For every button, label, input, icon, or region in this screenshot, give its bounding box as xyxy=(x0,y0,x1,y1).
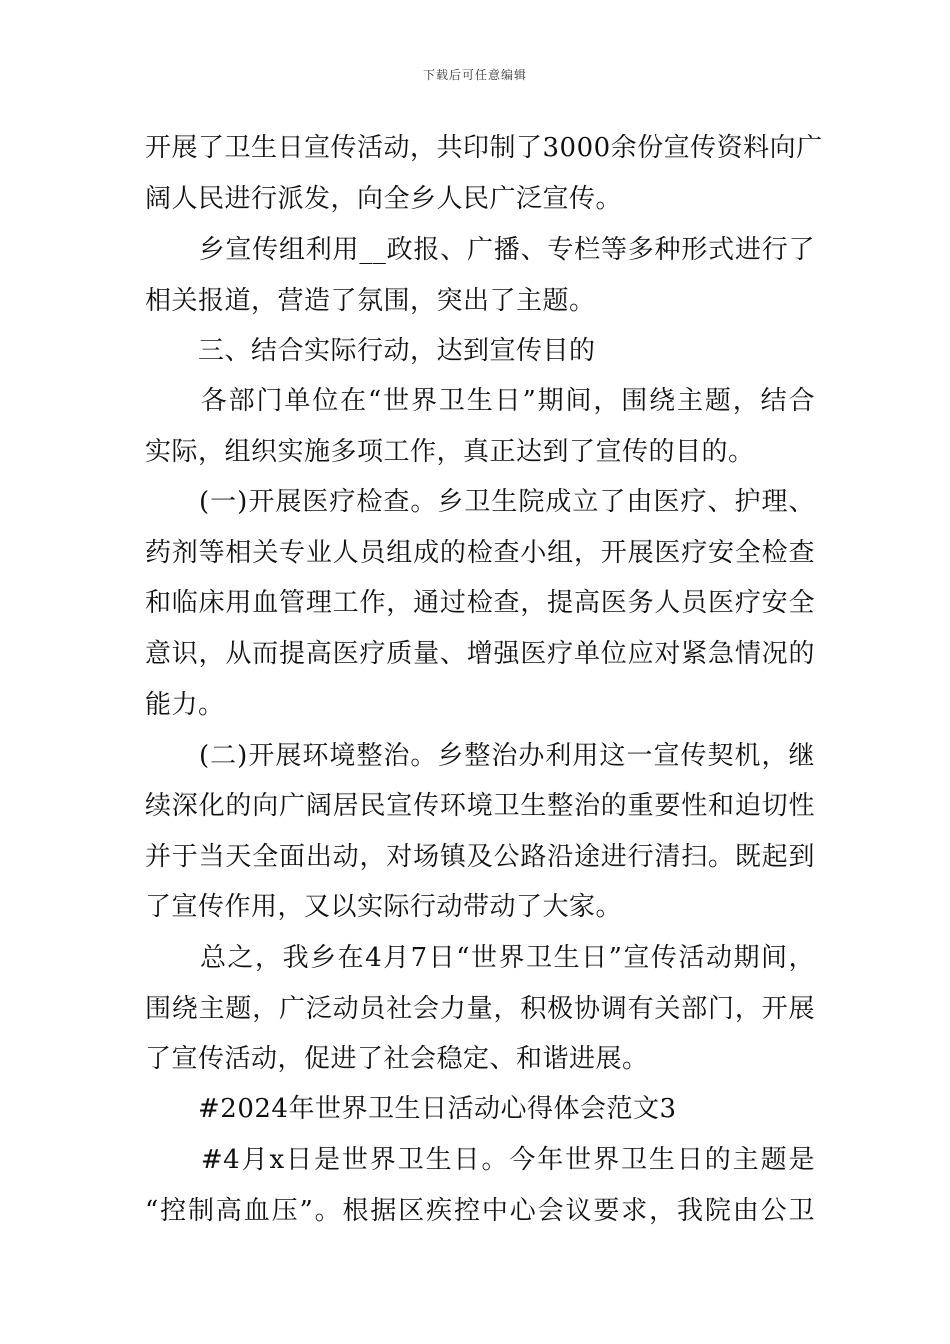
text-line: 各部门单位在“世界卫生日”期间，围绕主题，结合 xyxy=(145,386,815,416)
text-line: 实际，组织实施多项工作，真正达到了宣传的目的。 xyxy=(145,437,755,467)
text-line: 能力。 xyxy=(145,690,225,720)
text-line: 相关报道，营造了氛围，突出了主题。 xyxy=(145,286,596,316)
text-line: #4月x日是世界卫生日。今年世界卫生日的主题是 xyxy=(145,1145,815,1175)
text-line: 了宣传活动，促进了社会稳定、和谐进展。 xyxy=(145,1044,649,1074)
text-line: 乡宣传组利用__政报、广播、专栏等多种形式进行了 xyxy=(145,235,815,265)
section-heading: 三、结合实际行动，达到宣传目的 xyxy=(145,336,596,366)
header-note: 下载后可任意编辑 xyxy=(422,68,527,82)
text-line: 意识，从而提高医疗质量、增强医疗单位应对紧急情况的 xyxy=(145,639,815,669)
text-line: 药剂等相关专业人员组成的检查小组，开展医疗安全检查 xyxy=(145,538,815,568)
text-line: 续深化的向广阔居民宣传环境卫生整治的重要性和迫切性 xyxy=(145,791,815,821)
text-line: (一)开展医疗检查。乡卫生院成立了由医疗、护理、 xyxy=(145,487,815,517)
article-title: #2024年世界卫生日活动心得体会范文3 xyxy=(145,1094,677,1124)
text-line: 开展了卫生日宣传活动，共印制了3000余份宣传资料向广 xyxy=(145,133,823,163)
text-line: 和临床用血管理工作，通过检查，提高医务人员医疗安全 xyxy=(145,588,815,618)
text-line: (二)开展环境整治。乡整治办利用这一宣传契机，继 xyxy=(145,741,815,771)
text-line: 围绕主题，广泛动员社会力量，积极协调有关部门，开展 xyxy=(145,994,815,1024)
text-line: “控制高血压”。根据区疾控中心会议要求，我院由公卫 xyxy=(145,1196,815,1226)
text-line: 总之，我乡在4月7日“世界卫生日”宣传活动期间， xyxy=(145,943,815,973)
text-line: 阔人民进行派发，向全乡人民广泛宣传。 xyxy=(145,184,623,214)
text-line: 了宣传作用，又以实际行动带动了大家。 xyxy=(145,892,623,922)
text-line: 并于当天全面出动，对场镇及公路沿途进行清扫。既起到 xyxy=(145,842,815,872)
